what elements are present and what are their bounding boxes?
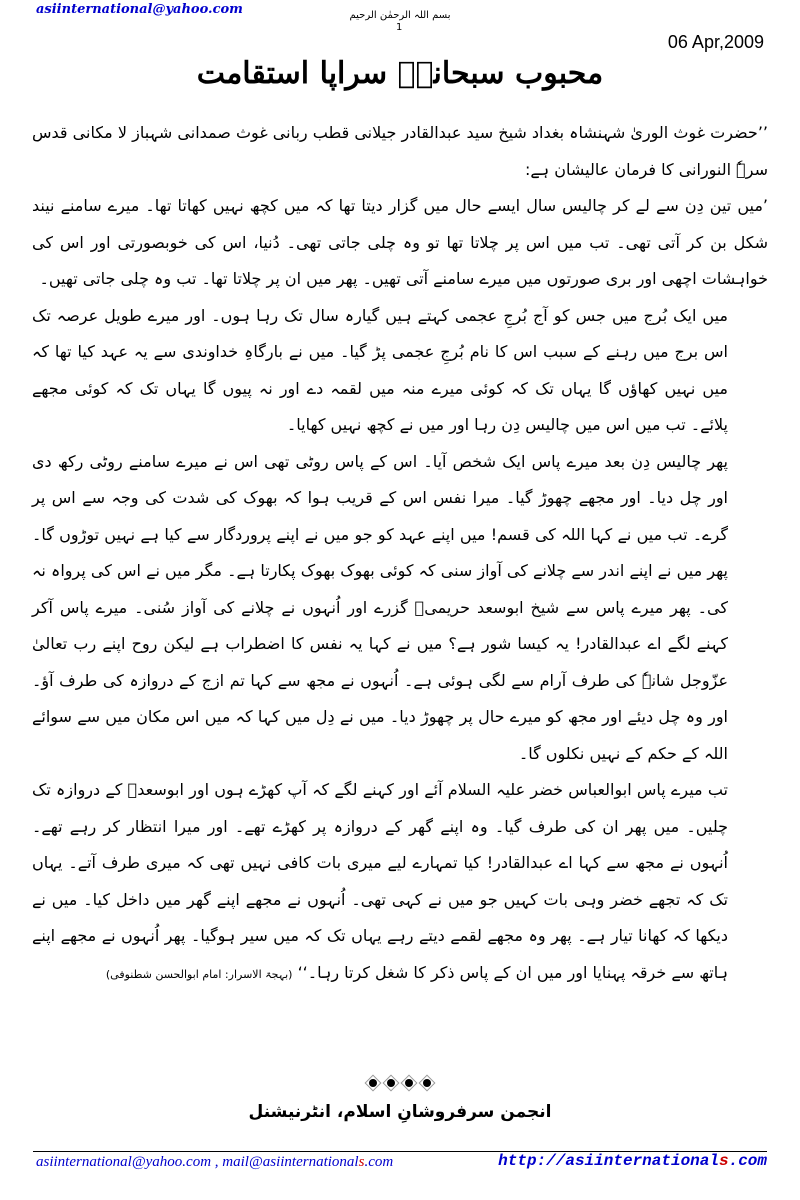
star-ornament-icon	[383, 1075, 399, 1091]
footer-email-highlight: s	[358, 1154, 365, 1170]
paragraph-2: میں ایک بُرج میں جس کو آج بُرجِ عجمی کہتے ہیں گیارہ سال تک رہا ہوں۔ اور میرے طویل عرصہ تک اس برج میں رہنے کے سبب اس کا نام بُرجِ عجمی پڑ گیا۔ میں نے بارگاہِ خداوندی سے یہ عہد کیا تھا کہ میں نہیں کھاؤں گا یہاں تک کہ کوئی میرے منہ میں لقمہ دے اور نہ پیوں گا یہاں تک کہ کوئی مجھے پلائے۔ تب میں اس میں چالیس دِن رہا اور میں نے کچھ نہیں کھایا۔	[32, 305, 728, 434]
page-number: 1	[396, 22, 403, 33]
star-ornament-icon	[419, 1075, 435, 1091]
header-email-link[interactable]: asiinternational@yahoo.com	[36, 2, 243, 17]
ornament-divider	[0, 1075, 800, 1095]
page-title: محبوب سبحانیؒ سراپا استقامت	[196, 56, 604, 91]
footer-emails[interactable]	[36, 1154, 393, 1171]
footer-url-prefix: http://asiinternational	[498, 1152, 719, 1170]
bismillah-text: بسم اللہ الرحمٰن الرحیم	[349, 10, 451, 21]
footer-email-suffix: .com	[364, 1154, 394, 1170]
paragraph-3: پھر چالیس دِن بعد میرے پاس ایک شخص آیا۔ اس کے پاس روٹی تھی اس نے میرے سامنے روٹی رکھ دی اور چل دیا۔ اور مجھے چھوڑ گیا۔ میرا نفس اس کے قریب ہوا کہ بھوک کی شدت کی وجہ سے اس پر گرے۔ تب میں نے کہا اللہ کی قسم! میں اپنے عہد کو جو میں نے اپنے پروردگار سے کیا ہے نہیں توڑوں گا۔ پھر میں نے اپنے اندر سے چلانے کی آواز سنی کہ کوئی بھوک بھوک پکارتا ہے۔ مگر میں نے اس کی پرواہ نہ کی۔ پھر میرے پاس سے شیخ ابوسعد حریمیؒ گزرے اور اُنہوں نے چلانے کی آواز سُنی۔ میرے پاس آکر کہنے لگے اے عبدالقادر! یہ کیسا شور ہے؟ میں نے کہا یہ نفس کا اضطراب ہے لیکن روح اپنے رب تعالیٰ عزّوجل شانہٗ کی طرف آرام سے لگی ہوئی ہے۔ اُنہوں نے مجھ سے کہا تم ازج کے دروازہ کی طرف آؤ۔ اور وہ چل دیئے اور مجھ کو میرے حال پر چھوڑ دیا۔ میں نے دِل میں کہا کہ میں اس مکان میں سے سوائے اللہ کے حکم کے نہیں نکلوں گا۔	[32, 451, 728, 763]
document-date: 06 Apr,2009	[667, 32, 764, 52]
footer-url-highlight: s	[718, 1152, 729, 1170]
footer-url-suffix: .com	[728, 1152, 767, 1170]
star-ornament-icon	[365, 1075, 381, 1091]
footer-website[interactable]	[498, 1152, 767, 1170]
paragraph-intro: ’’حضرت غوث الوریٰ شہنشاہ بغداد شیخ سید عبدالقادر جیلانی قطب ربانی غوث صمدانی شہباز لا مکانی قدس سرہٗ النورانی کا فرمان عالیشان ہے:	[32, 123, 768, 179]
source-reference: (بہجۃ الاسرار: امام ابوالحسن شطنوفی)	[105, 967, 293, 981]
article-body	[32, 115, 768, 993]
star-ornament-icon	[401, 1075, 417, 1091]
footer-email-prefix: asiinternational@yahoo.com , mail@asiinternational	[36, 1154, 359, 1170]
organization-name: انجمن سرفروشانِ اسلام، انٹرنیشنل	[248, 1102, 552, 1122]
paragraph-4	[32, 772, 768, 993]
footer-email-links[interactable]	[36, 1154, 393, 1170]
footer-website-link[interactable]	[498, 1152, 767, 1170]
paragraph-4-text: تب میرے پاس ابوالعباس خضر علیہ السلام آئے اور کہنے لگے کہ آپ کھڑے ہوں اور ابوسعدؒ کے دروازہ تک چلیں۔ میں پھر ان کی طرف گیا۔ وہ اپنے گھر کے دروازہ پر کھڑے تھے۔ اور میرا انتظار کر رہے تھے۔ اُنہوں نے مجھ سے کہا اے عبدالقادر! کیا تمہارے لیے میری بات کافی نہیں تھی کہ میری طرف آتے۔ یہاں تک کہ تجھے خضر وہی بات کہیں جو میں نے کہی تھی۔ اُنہوں نے مجھے اپنے گھر میں داخل کیا۔ میں نے دیکھا کہ کھانا تیار ہے۔ پھر وہ مجھے لقمے دیتے رہے یہاں تک کہ میں سیر ہوگیا۔ پھر اُنہوں نے مجھے اپنے ہاتھ سے خرقہ پہنایا اور میں ان کے پاس ذکر کا شغل کرتا رہا۔‘‘	[32, 780, 728, 982]
paragraph-1: ’میں تین دِن سے لے کر چالیس سال ایسے حال میں گزار دیتا تھا کہ میں کچھ نہیں کھاتا تھا۔ میرے سامنے نیند شکل بن کر آتی تھی۔ تب میں اس پر چلاتا تھا تو وہ چلی جاتی تھی۔ دُنیا، اس کی خوبصورتی اور اس کی خواہشات اچھی اور بری صورتوں میں میرے سامنے آتی تھیں۔ پھر میں ان پر چلاتا تھا۔ تب وہ چلی جاتی تھیں۔	[32, 196, 768, 288]
